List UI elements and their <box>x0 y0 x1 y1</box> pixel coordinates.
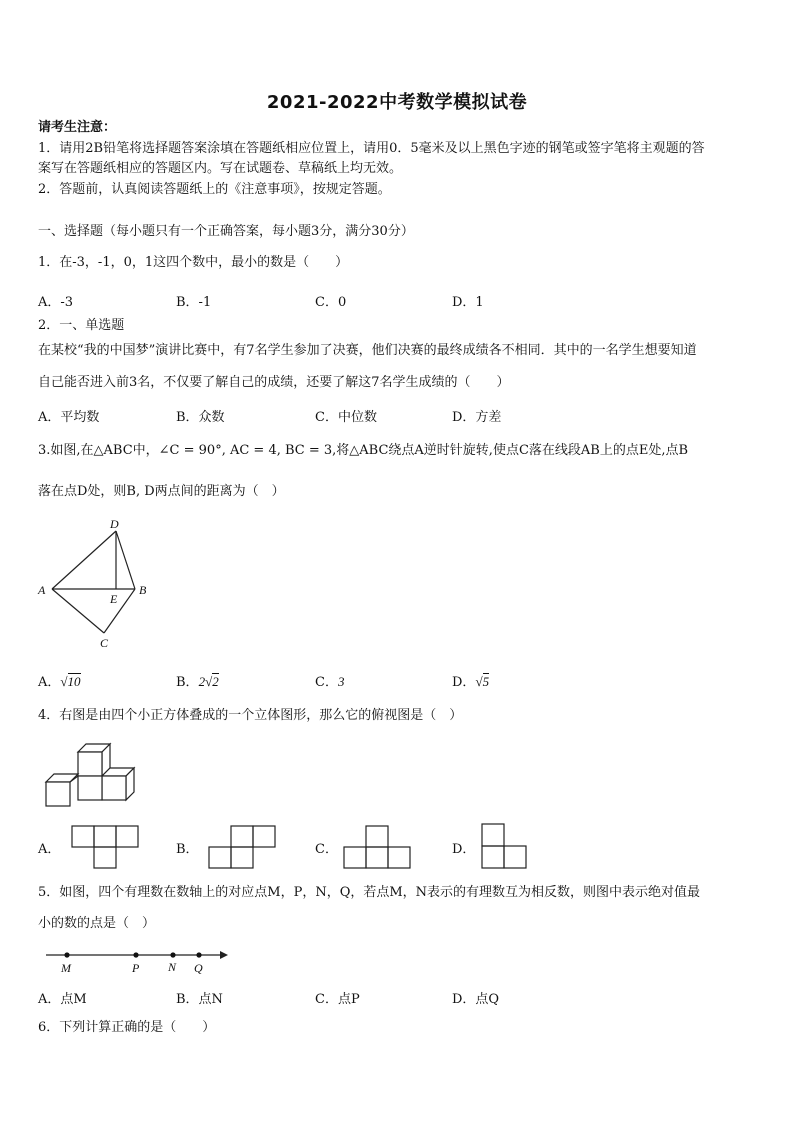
label-e: E <box>110 592 118 606</box>
segment-db <box>116 531 135 589</box>
q5-line-1: 5．如图，四个有理数在数轴上的对应点M，P，N，Q，若点M，N表示的有理数互为相反数，则图中表示绝对值最 <box>38 885 701 900</box>
q4-option-b-figure <box>207 824 279 870</box>
notice-line-1a: 1．请用2B铅笔将选择题答案涂填在答题纸相应位置上，请用0．5毫米及以上黑色字迹的钢笔或签字笔将主观题的答 <box>38 141 705 156</box>
label-a: A <box>38 583 46 597</box>
top-cube-front-face <box>78 752 102 776</box>
q2-line-1: 在某校“我的中国梦”演讲比赛中，有7名学生参加了决赛，他们决赛的最终成绩各不相同．其中的一名学生想要知道 <box>38 343 697 358</box>
q3-line-1: 3.如图,在△ABC中，∠C = 90°, AC = 4, BC = 3,将△ABC绕点A逆时针旋转,使点C落在线段AB上的点E处,点B <box>38 443 689 458</box>
q1-stem: 1．在-3，-1，0，1这四个数中，最小的数是（ ） <box>38 255 349 270</box>
q1-option-b: B．-1 <box>176 295 212 310</box>
notice-line-2: 2．答题前，认真阅读答题纸上的《注意事项》，按规定答题。 <box>38 182 391 197</box>
right-cube-front-face <box>102 776 126 800</box>
q5-option-c: C．点P <box>315 992 360 1007</box>
q4-option-a-label: A． <box>38 842 61 857</box>
label-c: C <box>100 636 109 650</box>
q1-option-d: D．1 <box>452 295 484 310</box>
segment-ad <box>52 531 116 589</box>
q2-option-a: A．平均数 <box>38 410 100 425</box>
q5-line-2: 小的数的点是（ ） <box>38 916 156 931</box>
q1-option-c: C．0 <box>315 295 347 310</box>
left-cube-front-face <box>46 782 70 806</box>
q3-option-d-prefix: D． <box>452 675 476 690</box>
q3-option-c-value: 3 <box>337 674 345 689</box>
q3-option-a-radicand: 10 <box>67 674 81 689</box>
middle-cube-front-face <box>78 776 102 800</box>
q3-option-b-prefix: B． <box>176 675 199 690</box>
q4-option-d-label: D． <box>452 842 476 857</box>
notice-heading: 请考生注意： <box>38 120 117 135</box>
q2-line-2: 自己能否进入前3名，不仅要了解自己的成绩，还要了解这7名学生成绩的（ ） <box>38 375 510 390</box>
q5-option-a: A．点M <box>38 992 87 1007</box>
section-heading: 一、选择题（每小题只有一个正确答案，每小题3分，满分30分） <box>38 224 414 239</box>
q3-line-2: 落在点D处，则B, D两点间的距离为（ ） <box>38 484 285 499</box>
q3-option-b-coef: 2 <box>198 674 206 689</box>
label-n: N <box>168 960 177 974</box>
q1-option-a: A．-3 <box>38 295 74 310</box>
point-n <box>170 952 175 957</box>
label-q: Q <box>194 961 203 975</box>
segment-ac <box>52 589 104 633</box>
point-m <box>64 952 69 957</box>
q3-option-b-radicand: 2 <box>212 674 219 689</box>
q4-option-b-label: B． <box>176 842 199 857</box>
q2-option-b: B．众数 <box>176 410 225 425</box>
q2-option-d: D．方差 <box>452 410 502 425</box>
q3-option-c-prefix: C． <box>315 675 338 690</box>
q4-option-c-label: C． <box>315 842 338 857</box>
q4-cube-stack-figure <box>40 740 140 812</box>
label-p: P <box>132 961 140 975</box>
point-p <box>133 952 138 957</box>
q3-option-d: D．√5 <box>452 674 490 690</box>
point-q <box>196 952 201 957</box>
q4-stem: 4．右图是由四个小正方体叠成的一个立体图形，那么它的俯视图是（ ） <box>38 708 463 723</box>
notice-line-1b: 案写在答题纸相应的答题区内。写在试题卷、草稿纸上均无效。 <box>38 161 403 176</box>
left-cube-top-face <box>46 774 78 782</box>
q3-triangle-figure <box>30 512 160 652</box>
segment-cb <box>104 589 135 633</box>
q4-option-c-figure <box>342 824 414 870</box>
q3-option-d-radicand: 5 <box>482 674 490 689</box>
q4-option-a-figure <box>70 824 142 870</box>
q3-option-a-prefix: A． <box>38 675 61 690</box>
q6-stem: 6．下列计算正确的是（ ） <box>38 1020 216 1035</box>
q5-option-d: D．点Q <box>452 992 500 1007</box>
q2-heading: 2．一、单选题 <box>38 318 125 333</box>
q2-option-c: C．中位数 <box>315 410 377 425</box>
label-d: D <box>110 517 119 531</box>
q3-option-a: A．√10 <box>38 674 81 690</box>
q3-option-c <box>315 671 344 690</box>
label-m: M <box>61 961 71 975</box>
q5-option-b: B．点N <box>176 992 223 1007</box>
q5-number-line <box>40 944 240 978</box>
number-line-arrow-icon <box>220 951 228 959</box>
label-b: B <box>139 583 147 597</box>
q3-option-b: B．2√2 <box>176 674 219 690</box>
page-title: 2021-2022中考数学模拟试卷 <box>266 92 528 113</box>
q4-option-d-figure <box>480 822 530 870</box>
